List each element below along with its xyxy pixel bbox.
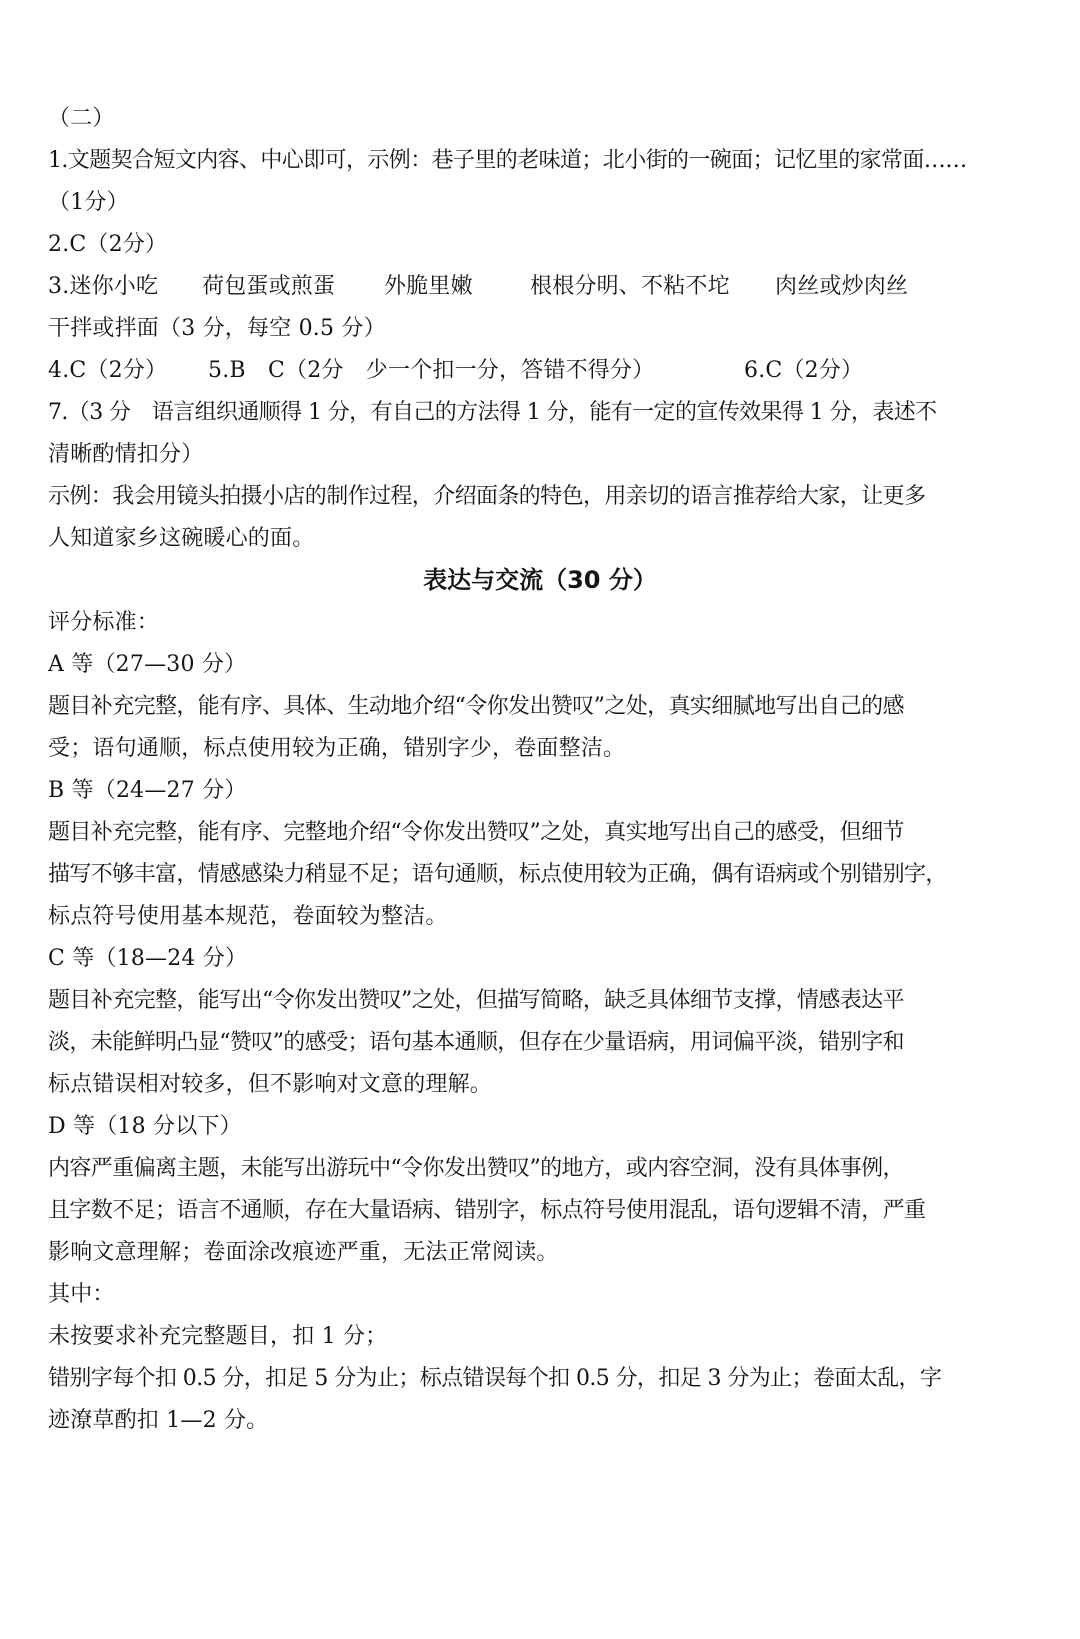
- q3-answer-line-2: 干拌或拌面（3 分，每空 0.5 分）: [48, 316, 386, 341]
- grade-a-line-1: 题目补充完整，能有序、具体、生动地介绍“令你发出赞叹”之处，真实细腻地写出自己的感: [48, 694, 904, 719]
- q5-answer: 5.B C（2分 少一个扣一分，答错不得分）: [208, 358, 655, 383]
- grade-d-label: D 等（18 分以下）: [48, 1114, 242, 1139]
- grade-c-label: C 等（18—24 分）: [48, 946, 248, 971]
- grade-c-line-2: 淡，未能鲜明凸显“赞叹”的感受；语句基本通顺，但存在少量语病，用词偏平淡，错别字和: [48, 1030, 904, 1055]
- q4-answer: 4.C（2分）: [48, 358, 168, 383]
- q3-blank-1: 3.迷你小吃: [48, 274, 159, 299]
- q7-answer-line-2: 清晰酌情扣分）: [48, 442, 204, 467]
- q6-answer: 6.C（2分）: [744, 358, 864, 383]
- grade-d-line-2: 且字数不足；语言不通顺，存在大量语病、错别字，标点符号使用混乱，语句逻辑不清，严重: [48, 1198, 926, 1223]
- grade-b-label: B 等（24—27 分）: [48, 778, 247, 803]
- q3-blank-2: 荷包蛋或煎蛋: [202, 274, 336, 299]
- grade-d-line-3: 影响文意理解；卷面涂改痕迹严重，无法正常阅读。: [48, 1240, 559, 1265]
- q2-answer: 2.C（2分）: [48, 232, 168, 257]
- notes-label: 其中：: [48, 1282, 115, 1307]
- grade-b-line-1: 题目补充完整，能有序、完整地介绍“令你发出赞叹”之处，真实地写出自己的感受，但细节: [48, 820, 904, 845]
- grade-a-line-2: 受；语句通顺，标点使用较为正确，错别字少，卷面整洁。: [48, 736, 626, 761]
- q1-answer-line-1: 1.文题契合短文内容、中心即可，示例：巷子里的老味道；北小街的一碗面；记忆里的家常面……: [48, 148, 967, 173]
- q7-answer-line-1: 7.（3 分 语言组织通顺得 1 分，有自己的方法得 1 分，能有一定的宣传效果得 1 分，表述不: [48, 400, 937, 425]
- q7-example-line-2: 人知道家乡这碗暖心的面。: [48, 526, 315, 551]
- grade-b-line-2: 描写不够丰富，情感感染力稍显不足；语句通顺，标点使用较为正确，偶有语病或个别错别字，: [48, 862, 947, 887]
- grade-c-line-3: 标点错误相对较多，但不影响对文意的理解。: [48, 1072, 493, 1097]
- essay-section-title: 表达与交流（30 分）: [423, 566, 657, 594]
- criteria-label: 评分标准：: [48, 610, 160, 635]
- q7-example-line-1: 示例：我会用镜头拍摄小店的制作过程，介绍面条的特色，用亲切的语言推荐给大家，让更多: [48, 484, 926, 509]
- grade-d-line-1: 内容严重偏离主题，未能写出游玩中“令你发出赞叹”的地方，或内容空洞，没有具体事例，: [48, 1156, 904, 1181]
- q3-blank-5: 肉丝或炒肉丝: [775, 274, 909, 299]
- note-line-3: 迹潦草酌扣 1—2 分。: [48, 1408, 269, 1433]
- grade-c-line-1: 题目补充完整，能写出“令你发出赞叹”之处，但描写简略，缺乏具体细节支撑，情感表达平: [48, 988, 904, 1013]
- note-line-1: 未按要求补充完整题目，扣 1 分；: [48, 1324, 388, 1349]
- q3-blank-3: 外脆里嫩: [384, 274, 473, 299]
- note-line-2: 错别字每个扣 0.5 分，扣足 5 分为止；标点错误每个扣 0.5 分，扣足 3 分为止；卷面太乱，字: [48, 1366, 942, 1391]
- grade-b-line-3: 标点符号使用基本规范，卷面较为整洁。: [48, 904, 448, 929]
- q3-blank-4: 根根分明、不粘不坨: [530, 274, 730, 299]
- q1-answer-line-2: （1分）: [48, 190, 129, 215]
- grade-a-label: A 等（27—30 分）: [48, 652, 247, 677]
- section-label: （二）: [48, 106, 115, 131]
